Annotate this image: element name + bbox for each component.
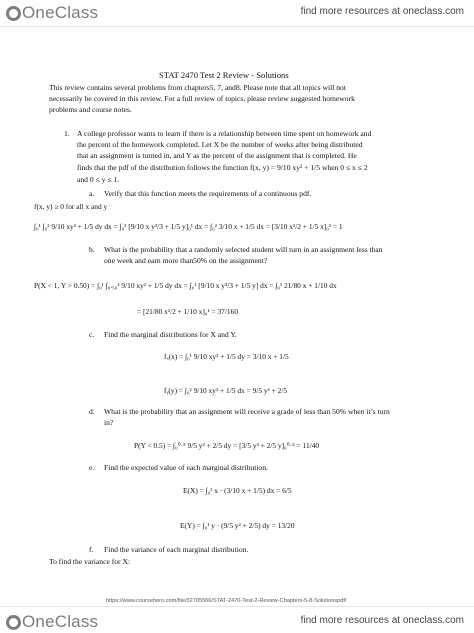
intro-line-2: necessarily be covered in this review. For a full review of topics, please review suggested homework [49,94,355,103]
part-e-text: Find the expected value of each marginal distribution. [104,463,268,472]
part-c-equation-1: fₓ(x) = ∫₀¹ 9/10 xy² + 1/5 dy = 3/10 x + 1/5 [164,352,289,361]
part-f-label: f. [89,545,94,554]
part-d-line-2: in? [104,418,114,427]
source-url[interactable]: https://www.coursehero.com/file/32705566/STAT-2470-Test-2-Review-Chapters-5-8-Solutionspdf/ [106,598,347,604]
q1-number: 1. [64,129,70,138]
part-b-line-2: one week and earn more than50% on the assignment? [104,256,268,265]
part-d-label: d. [89,407,95,416]
part-b-label: b. [89,245,95,254]
q1-line-1: A college professor wants to learn if there is a relationship between time spent on homework and [77,129,372,138]
intro-line-1: This review contains several problems from chapters5, 7, and8. Please note that all topics will not [49,83,346,92]
part-e-equation-2: E(Y) = ∫₀¹ y · (9/5 y² + 2/5) dy = 13/20 [180,521,295,530]
part-e-label: e. [89,463,95,472]
intro-line-3: problems and course notes. [49,105,132,114]
part-e-equation-1: E(X) = ∫₀² x · (3/10 x + 1/5) dx = 6/5 [183,486,292,495]
doc-title: STAT 2470 Test 2 Review - Solutions [159,70,289,80]
q1-line-2: the percent of the homework completed. Let X be the number of weeks after being distributed [77,140,363,149]
part-b-line-1: What is the probability that a randomly selected student will turn in an assignment less than [104,245,383,254]
q1-line-4: finds that the pdf of the distribution follows the function f(x, y) = 9/10 xy² + 1/5 when 0 ≤ x ≤ 2 [77,163,368,172]
part-d-equation: P(Y < 0.5) = ∫₀⁰·⁵ 9/5 y² + 2/5 dy = [3/5 y³ + 2/5 y]₀⁰·⁵ = 11/40 [134,441,320,450]
footer-link[interactable]: find more resources at oneclass.com [300,615,464,626]
part-c-label: c. [89,330,95,339]
logo-circle-icon [6,615,21,630]
variance-intro: To find the variance for X: [49,557,131,566]
oneclass-logo[interactable]: OneClass [6,3,98,23]
part-c-equation-2: fᵧ(y) = ∫₀² 9/10 xy² + 1/5 dx = 9/5 y² + 2/5 [164,386,288,395]
part-d-line-1: What is the probability that an assignment will receive a grade of less than 50% when it’s turn [104,407,390,416]
header-link[interactable]: find more resources at oneclass.com [300,6,464,17]
bottom-banner [0,606,474,633]
oneclass-logo-footer[interactable]: OneClass [6,612,98,632]
part-b-equation-1: P(X < 1, Y > 0.50) = ∫₀¹ ∫₀.₅₀¹ 9/10 xy² + 1/5 dy dx = ∫₀¹ [9/10 x y³/3 + 1/5 y] dx = ∫₀¹ 21/80 x + 1/10 dx [34,281,337,290]
part-a-text: Verify that this function meets the requirements of a continuous pdf. [104,189,312,198]
part-a-condition: f(x, y) ≥ 0 for all x and y [34,202,108,211]
part-f-text: Find the variance of each marginal distribution. [104,545,249,554]
q1-line-3: that an assignment is turned in, and Y as the percent of the assignment that is completed. He [77,151,357,160]
part-b-equation-2: = [21/80 x²/2 + 1/10 x]₀¹ = 37/160 [137,307,239,316]
part-a-label: a. [89,189,95,198]
part-c-text: Find the marginal distributions for X and Y. [104,330,237,339]
part-a-equation: ∫₀¹ ∫₀² 9/10 xy² + 1/5 dy dx = ∫₀² [9/10 x y³/3 + 1/5 y]₀¹ dx = ∫₀² 3/10 x + 1/5 dx = [3/10 x²/2 + 1/5 x]₀² = 1 [34,222,343,231]
q1-line-5: and 0 ≤ y ≤ 1. [77,175,120,184]
